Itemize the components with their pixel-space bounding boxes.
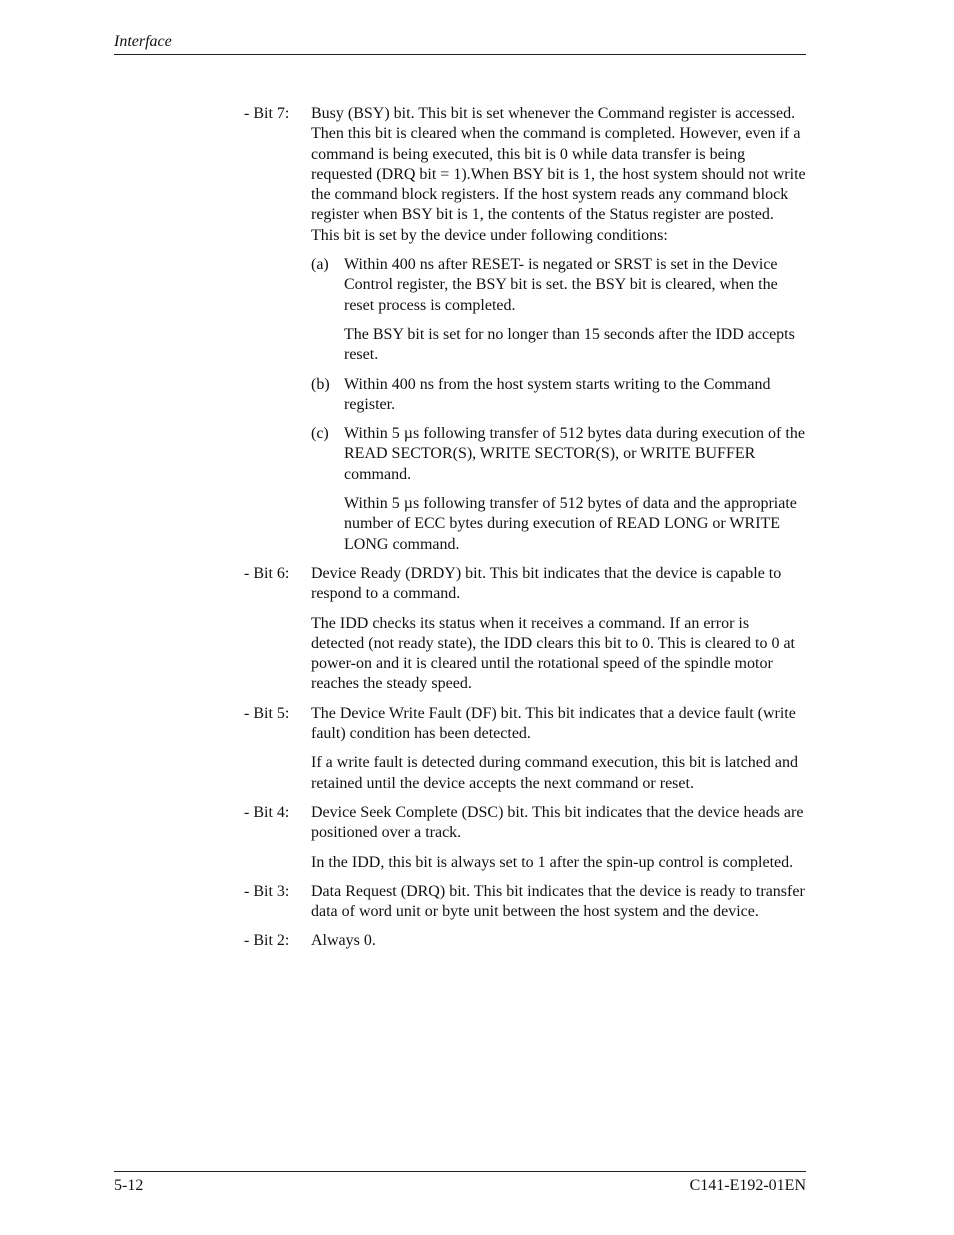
bit-label: - Bit 5: <box>244 704 290 722</box>
bit-entry-2 <box>244 931 806 960</box>
paragraph: In the IDD, this bit is always set to 1 after the spin-up control is completed. <box>311 853 794 871</box>
document-id: C141-E192-01EN <box>689 1177 806 1194</box>
bit-label: - Bit 2: <box>244 932 290 950</box>
condition-item-c <box>311 424 806 564</box>
condition-label: (c) <box>311 425 329 443</box>
bit-entry-5 <box>244 704 806 803</box>
paragraph: The BSY bit is set for no longer than 15 seconds after the IDD accepts reset. <box>344 325 795 364</box>
header-divider <box>114 54 806 55</box>
bit-label: - Bit 6: <box>244 564 290 582</box>
bit-description <box>311 931 806 960</box>
bit-description <box>311 882 806 932</box>
bit-description <box>311 803 806 882</box>
paragraph: Busy (BSY) bit. This bit is set whenever the Command register is accessed. Then this bit is cleared when the command is completed. However, even if a command is being executed, this bit is 0 while data transfer is being requested (DRQ bit = 1).When BSY bit is 1, the host system should not write the command block registers. If the host system reads any command block register when BSY bit is 1, the contents of the Status register are posted. This bit is set by the device under following conditions: <box>311 105 806 244</box>
paragraph: Device Ready (DRDY) bit. This bit indicates that the device is capable to respond to a command. <box>311 564 782 603</box>
condition-body <box>344 255 806 374</box>
paragraph: Device Seek Complete (DSC) bit. This bit indicates that the device heads are positioned over a track. <box>311 803 804 842</box>
footer-divider <box>114 1171 806 1172</box>
condition-item-a <box>311 255 806 374</box>
running-header: Interface <box>114 33 172 50</box>
bit-entry-4 <box>244 803 806 882</box>
bit-label: - Bit 4: <box>244 803 290 821</box>
paragraph: The Device Write Fault (DF) bit. This bit indicates that a device fault (write fault) condition has been detected. <box>311 704 796 743</box>
bit-label: - Bit 7: <box>244 105 290 122</box>
paragraph: The IDD checks its status when it receives a command. If an error is detected (not ready state), the IDD clears this bit to 0. This is cleared to 0 at power-on and it is cleared until the rotational speed of the spindle motor reaches the steady speed. <box>311 614 795 693</box>
page-number: 5-12 <box>114 1177 144 1194</box>
bit-description <box>311 104 806 564</box>
paragraph: If a write fault is detected during command execution, this bit is latched and retained until the device accepts the next command or reset. <box>311 754 798 792</box>
condition-label: (a) <box>311 256 329 274</box>
paragraph: Within 5 µs following transfer of 512 bytes data during execution of the READ SECTOR(S), WRITE SECTOR(S), or WRITE BUFFER command. <box>344 425 805 483</box>
condition-list <box>311 255 806 564</box>
bit-label: - Bit 3: <box>244 882 290 900</box>
bit-description-list <box>244 104 806 961</box>
paragraph: Data Request (DRQ) bit. This bit indicates that the device is ready to transfer data of word unit or byte unit between the host system and the device. <box>311 882 805 921</box>
bit-entry-3 <box>244 882 806 932</box>
condition-label: (b) <box>311 375 330 393</box>
paragraph: Within 400 ns after RESET- is negated or SRST is set in the Device Control register, the BSY bit is set. the BSY bit is cleared, when the reset process is completed. <box>344 256 778 314</box>
condition-body <box>344 375 806 425</box>
bit-description <box>311 704 806 803</box>
bit-description <box>311 564 806 704</box>
paragraph: Within 400 ns from the host system starts writing to the Command register. <box>344 375 771 413</box>
bit-entry-7 <box>244 104 806 564</box>
condition-item-b <box>311 375 806 425</box>
paragraph: Always 0. <box>311 932 376 950</box>
paragraph: Within 5 µs following transfer of 512 bytes of data and the appropriate number of ECC bytes during execution of READ LONG or WRITE LONG command. <box>344 495 797 553</box>
condition-body <box>344 424 806 564</box>
bit-entry-6 <box>244 564 806 704</box>
